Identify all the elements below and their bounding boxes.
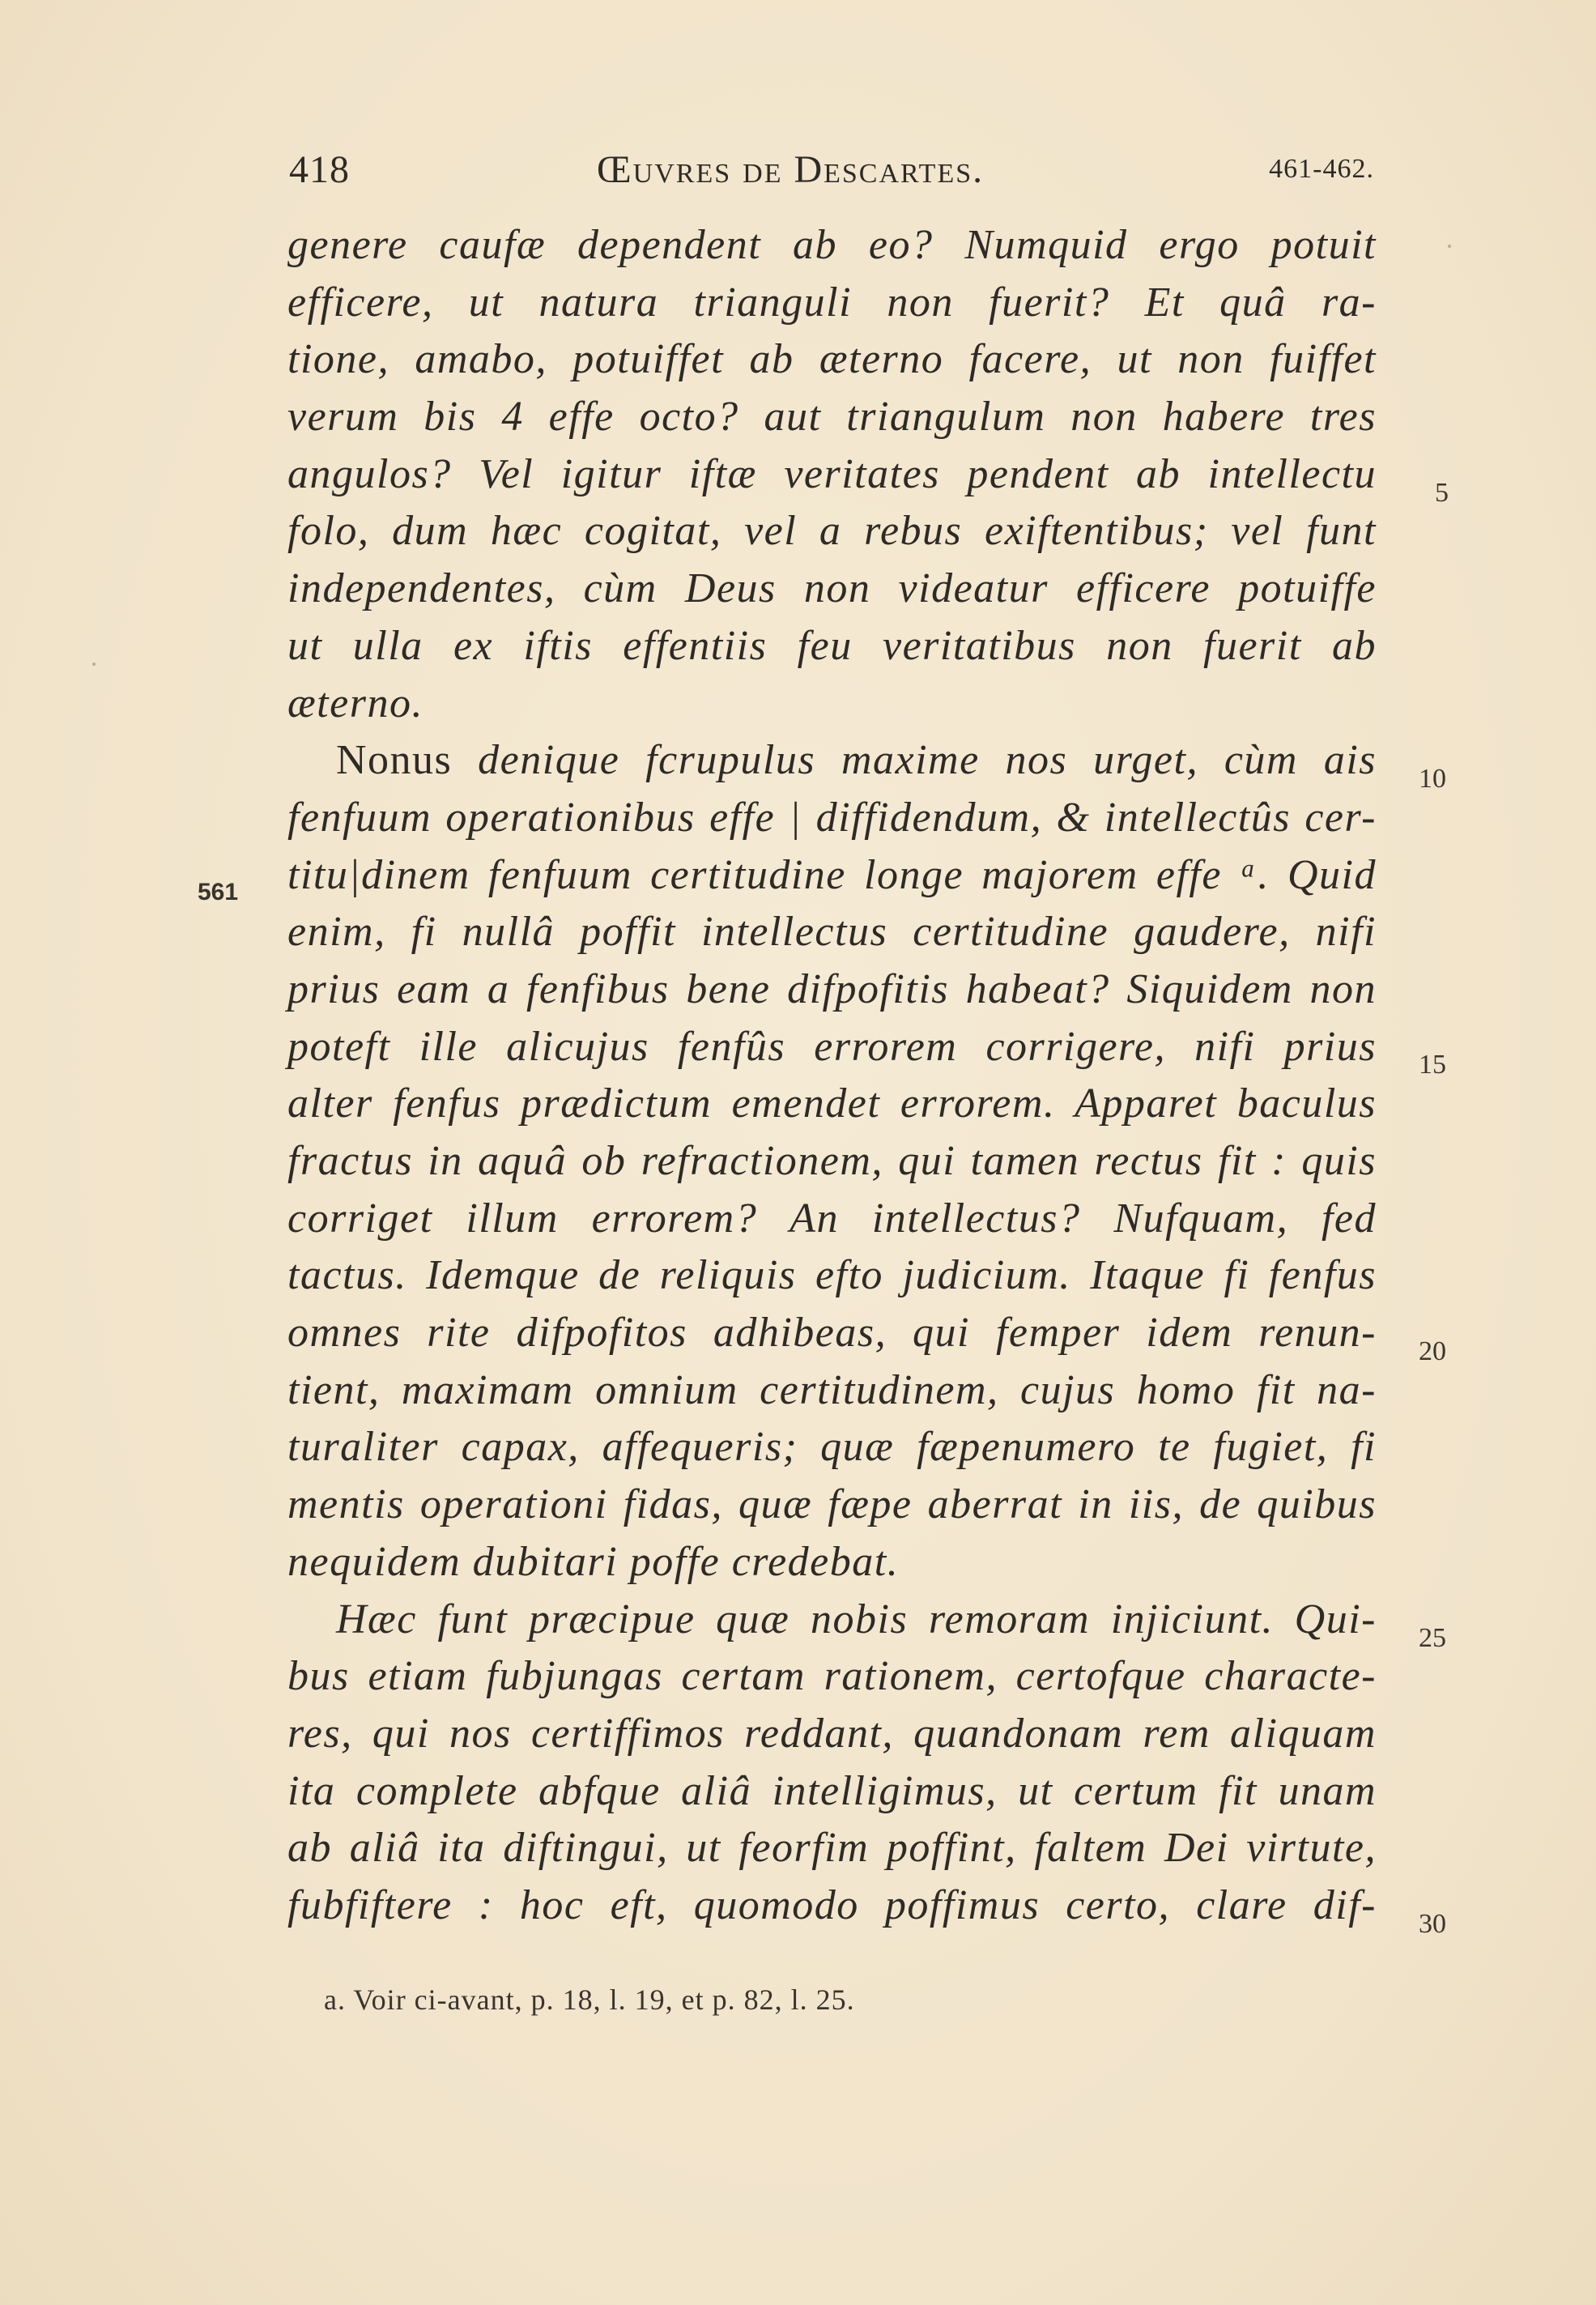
- text-line: alter fenfus prædictum emendet errorem. Apparet baculus: [287, 1080, 1377, 1127]
- text-line: prius eam a fenfibus bene difpofitis habeat? Siquidem non: [287, 965, 1377, 1012]
- text-line: fenfuum operationibus effe | diffidendum, & intellectûs cer-: [287, 794, 1377, 841]
- paper-speck: [1448, 245, 1451, 248]
- running-title: Œuvres de Descartes.: [597, 148, 985, 191]
- text-line: ut ulla ex iftis effentiis feu veritatibus non fuerit ab: [287, 622, 1377, 669]
- body-text: [287, 217, 1377, 1935]
- line-number-5: 5: [1435, 478, 1449, 508]
- running-header: [289, 147, 1374, 196]
- text-line: tione, amabo, potuiffet ab æterno facere, ut non fuiffet: [287, 336, 1377, 383]
- text-line: res, qui nos certiffimos reddant, quandonam rem aliquam: [287, 1710, 1377, 1757]
- text-line: verum bis 4 effe octo? aut triangulum non habere tres: [287, 394, 1377, 441]
- text-line: omnes rite difpofitos adhibeas, qui femper idem renun-: [287, 1310, 1377, 1357]
- edition-reference: 461-462.: [1269, 154, 1374, 184]
- text-line: poteft ille alicujus fenfûs errorem corrigere, nifi prius: [287, 1023, 1377, 1070]
- text-line: efficere, ut natura trianguli non fuerit? Et quâ ra-: [287, 279, 1377, 326]
- paper-speck: [92, 663, 96, 666]
- footnote: a. Voir ci-avant, p. 18, l. 19, et p. 82, l. 25.: [324, 1983, 855, 2016]
- text-line-paragraph-start: Hæc funt præcipue quæ nobis remoram injiciunt. Qui-: [336, 1596, 1377, 1642]
- text-line: bus etiam fubjungas certam rationem, certofque characte-: [287, 1653, 1377, 1700]
- page-number: 418: [289, 148, 350, 191]
- text-line: genere caufæ dependent ab eo? Numquid ergo potuit: [287, 222, 1377, 268]
- text-line: angulos? Vel igitur iftæ veritates pendent ab intellectu: [287, 450, 1377, 497]
- text-line: turaliter capax, affequeris; quæ fæpenumero te fugiet, fi: [287, 1424, 1377, 1471]
- original-page-number: 561: [198, 879, 239, 905]
- text-line: tient, maximam omnium certitudinem, cujus homo fit na-: [287, 1366, 1377, 1413]
- line-number-25: 25: [1419, 1623, 1446, 1653]
- text-line: tactus. Idemque de reliquis efto judicium. Itaque fi fenfus: [287, 1252, 1377, 1299]
- text-line: fubfiftere : hoc eft, quomodo poffimus certo, clare dif-: [287, 1881, 1377, 1928]
- line-number-10: 10: [1419, 764, 1446, 794]
- text-line: folo, dum hæc cogitat, vel a rebus exiftentibus; vel funt: [287, 508, 1377, 555]
- line-number-15: 15: [1419, 1050, 1446, 1080]
- text-line: corriget illum errorem? An intellectus? Nufquam, fed: [287, 1195, 1377, 1242]
- text-line: æterno.: [287, 680, 423, 726]
- text-line: fractus in aquâ ob refractionem, qui tamen rectus fit : quis: [287, 1138, 1377, 1184]
- line-number-30: 30: [1419, 1909, 1446, 1939]
- text-line: ita complete abfque aliâ intelligimus, ut certum fit unam: [287, 1767, 1377, 1814]
- text-line: independentes, cùm Deus non videatur efficere potuiffe: [287, 565, 1377, 612]
- text-line: enim, fi nullâ poffit intellectus certitudine gaudere, nifi: [287, 909, 1377, 956]
- paragraph-initial-word: Nonus: [336, 737, 453, 784]
- text-line-paragraph-start: [287, 732, 1377, 790]
- line-number-20: 20: [1419, 1336, 1446, 1366]
- text-line-rest: denique fcrupulus maxime nos urget, cùm ais: [452, 737, 1377, 784]
- text-line: titu|dinem fenfuum certitudine longe majorem effe ᵃ. Quid: [287, 851, 1377, 898]
- text-line: ab aliâ ita diftingui, ut feorfim poffint, faltem Dei virtute,: [287, 1825, 1377, 1872]
- text-line: mentis operationi fidas, quæ fæpe aberrat in iis, de quibus: [287, 1481, 1377, 1528]
- text-line: nequidem dubitari poffe credebat.: [287, 1538, 900, 1585]
